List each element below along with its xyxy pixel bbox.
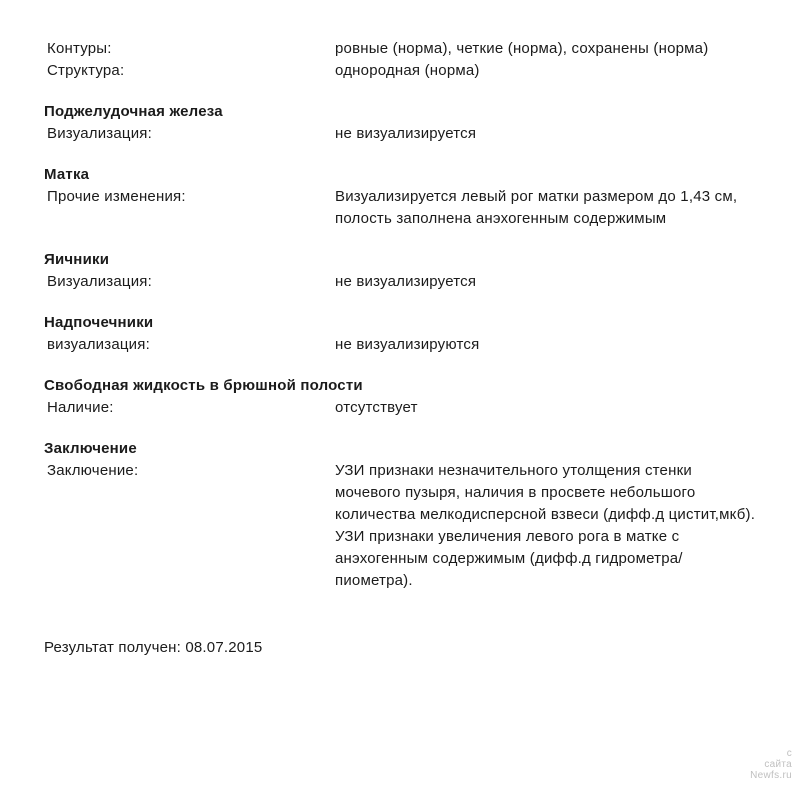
field-row (44, 271, 764, 293)
field-value: не визуализируется (335, 273, 477, 290)
field-label: Прочие изменения: (47, 188, 186, 205)
field-value: Визуализируется левый рог матки размером до 1,43 см, полость заполнена анэхогенным содержимым (335, 188, 738, 227)
result-date: Результат получен: 08.07.2015 (44, 639, 263, 656)
watermark-line-3: Newfs.ru (750, 770, 792, 781)
field-row (44, 460, 764, 592)
field-row (44, 397, 764, 419)
field-label: Контуры: (47, 40, 112, 57)
section-heading: Свободная жидкость в брюшной полости (44, 377, 363, 394)
field-row (44, 334, 764, 356)
field-value: ровные (норма), четкие (норма), сохранены (норма) (335, 40, 709, 57)
field-label: Заключение: (47, 462, 139, 479)
field-value: не визуализируется (335, 125, 477, 142)
field-label: Наличие: (47, 399, 114, 416)
field-label: Визуализация: (47, 125, 152, 142)
field-row (44, 123, 764, 145)
field-value: отсутствует (335, 399, 418, 416)
section-heading: Яичники (44, 251, 110, 268)
watermark-line-2: сайта (764, 759, 792, 770)
site-watermark (750, 748, 792, 781)
field-label: Визуализация: (47, 273, 152, 290)
field-label: Структура: (47, 62, 125, 79)
field-row (44, 38, 764, 60)
section-heading: Матка (44, 166, 90, 183)
field-label: визуализация: (47, 336, 150, 353)
section-heading: Надпочечники (44, 314, 154, 331)
field-value: УЗИ признаки незначительного утолщения стенки мочевого пузыря, наличия в просвете небольшого количества мелкодисперсной взвеси (дифф.д цистит,мкб). УЗИ признаки увеличения левого рога в матке с анэхогенным содержимым (дифф.д гидрометра/пиометра). (335, 462, 756, 589)
report-fields (44, 38, 764, 592)
field-row (44, 186, 764, 230)
watermark-line-1: с (786, 748, 792, 759)
field-value: не визуализируются (335, 336, 480, 353)
section-heading: Поджелудочная железа (44, 103, 223, 120)
field-row (44, 60, 764, 82)
section-heading: Заключение (44, 440, 137, 457)
field-value: однородная (норма) (335, 62, 480, 79)
